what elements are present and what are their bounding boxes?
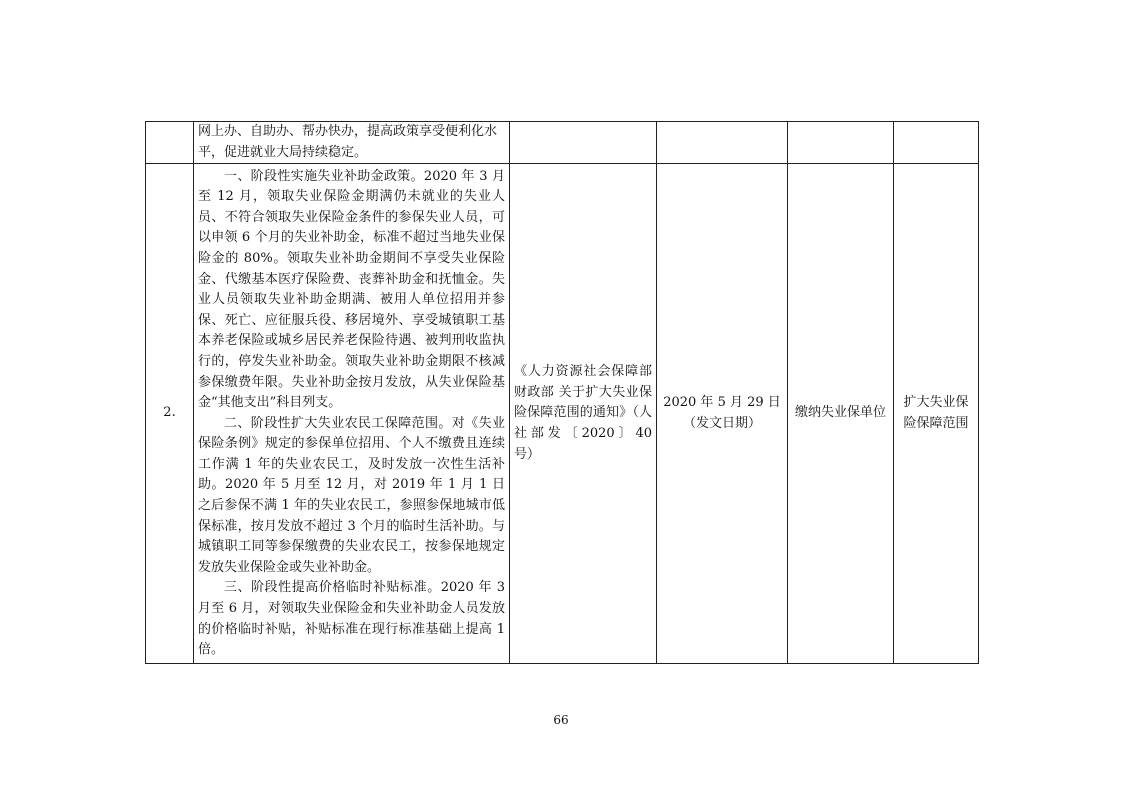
applicable-subject-cell: 缴纳失业保单位 (788, 164, 894, 664)
policy-content-cell (194, 164, 510, 664)
policy-basis-cell: 《人力资源社会保障部 财政部 关于扩大失业保险保障范围的通知》（人社部发〔2020〕40 号） (510, 164, 657, 664)
policy-content-cell (194, 122, 510, 164)
issue-date: 2020 年 5 月 29 日 (663, 395, 781, 411)
policy-scope-cell (894, 122, 979, 164)
policy-paragraph-1: 一、阶段性实施失业补助金政策。2020 年 3 月至 12 月，领取失业保险金期满仍未就业的失业人员、不符合领取失业保险金条件的参保失业人员，可以申领 6 个月的失业补助金，标准不超过当地失业保险金的 80%。领取失业补助金期间不享受失业保险金、代缴基本医疗保险费、丧葬补助金和抚恤金。失业人员领取失业补助金期满、被用人单位招用并参保、死亡、应征服兵役、移居境外、享受城镇职工基本养老保险或城乡居民养老保险待遇、被判刑收监执行的，停发失业补助金。领取失业补助金期限不核减参保缴费年限。失业补助金按月发放，从失业保险基金“其他支出”科目列支。 (198, 168, 505, 411)
policy-paragraph-3: 三、阶段性提高价格临时补贴标准。2020 年 3 月至 6 月，对领取失业保险金和失业补助金人员发放的价格临时补贴，补贴标准在现行标准基础上提高 1 倍。 (198, 580, 505, 658)
issue-date-cell (657, 122, 788, 164)
policy-scope-cell: 扩大失业保险保障范围 (894, 164, 979, 664)
applicable-subject-cell (788, 122, 894, 164)
row-number-cell: 2. (146, 164, 194, 664)
table-row (146, 122, 979, 164)
issue-date-cell (657, 164, 788, 664)
row-number-cell (146, 122, 194, 164)
page-number: 66 (553, 713, 569, 727)
policy-table (145, 121, 979, 664)
table-row (146, 164, 979, 664)
issue-date-note: （发文日期） (682, 415, 761, 431)
policy-basis-cell (510, 122, 657, 164)
policy-paragraph-2: 二、阶段性扩大失业农民工保障范围。对《失业保险条例》规定的参保单位招用、个人不缴费且连续工作满 1 年的失业农民工，及时发放一次性生活补助。2020 年 5 月至 12 月，对 2019 年 1 月 1 日之后参保不满 1 年的失业农民工，参照参保地城市低保标准，按月发放不超过 3 个月的临时生活补助。与城镇职工同等参保缴费的失业农民工，按参保地规定发放失业保险金或失业补助金。 (198, 415, 505, 575)
policy-content-text: 网上办、自助办、帮办快办，提高政策享受便利化水平，促进就业大局持续稳定。 (198, 124, 498, 160)
